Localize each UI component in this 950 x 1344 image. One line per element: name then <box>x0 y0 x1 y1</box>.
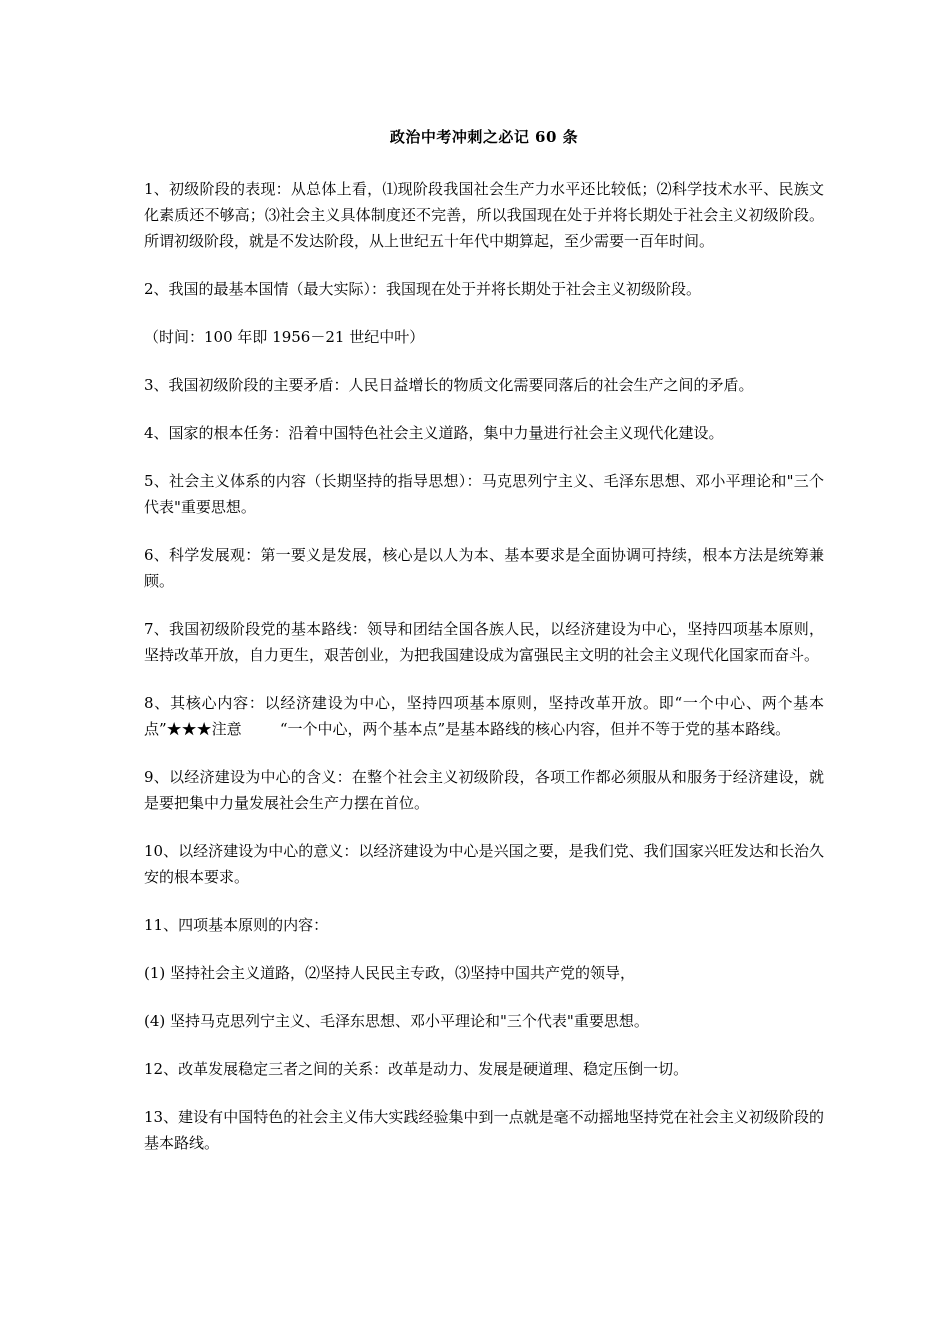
paragraph-7: 7、我国初级阶段党的基本路线：领导和团结全国各族人民，以经济建设为中心，坚持四项基本原则，坚持改革开放，自力更生，艰苦创业，为把我国建设成为富强民主文明的社会主义现代化国家而奋斗。 <box>144 620 824 664</box>
paragraph-3: 3、我国初级阶段的主要矛盾：人民日益增长的物质文化需要同落后的社会生产之间的矛盾。 <box>144 376 754 394</box>
paragraph-11-item-1: (1) 坚持社会主义道路，⑵坚持人民民主专政，⑶坚持中国共产党的领导， <box>144 964 636 982</box>
paragraph-11: 11、四项基本原则的内容： <box>144 916 329 934</box>
paragraph-8: 8、其核心内容：以经济建设为中心，坚持四项基本原则，坚持改革开放。即“一个中心、两个基本点”★★★注意 “一个中心，两个基本点”是基本路线的核心内容，但并不等于党的基本路线。 <box>144 694 824 738</box>
paragraph-time-note: （时间：100 年即 1956－21 世纪中叶） <box>144 328 425 346</box>
paragraph-9: 9、以经济建设为中心的含义：在整个社会主义初级阶段，各项工作都必须服从和服务于经济建设，就是要把集中力量发展社会生产力摆在首位。 <box>144 768 824 812</box>
paragraph-12: 12、改革发展稳定三者之间的关系：改革是动力、发展是硬道理、稳定压倒一切。 <box>144 1060 689 1078</box>
paragraph-10: 10、以经济建设为中心的意义：以经济建设为中心是兴国之要，是我们党、我们国家兴旺发达和长治久安的根本要求。 <box>144 842 824 886</box>
paragraph-11-item-4: (4) 坚持马克思列宁主义、毛泽东思想、邓小平理论和"三个代表"重要思想。 <box>144 1012 649 1030</box>
paragraph-4: 4、国家的根本任务：沿着中国特色社会主义道路，集中力量进行社会主义现代化建设。 <box>144 424 724 442</box>
paragraph-2: 2、我国的最基本国情（最大实际）：我国现在处于并将长期处于社会主义初级阶段。 <box>144 280 702 298</box>
paragraph-1: 1、初级阶段的表现：从总体上看，⑴现阶段我国社会生产力水平还比较低；⑵科学技术水平、民族文化素质还不够高；⑶社会主义具体制度还不完善，所以我国现在处于并将长期处于社会主义初级阶段。所谓初级阶段，就是不发达阶段，从上世纪五十年代中期算起，至少需要一百年时间。 <box>144 180 824 250</box>
paragraph-13: 13、建设有中国特色的社会主义伟大实践经验集中到一点就是毫不动摇地坚持党在社会主义初级阶段的基本路线。 <box>144 1108 824 1152</box>
paragraph-list <box>144 176 824 1156</box>
document-page <box>144 126 824 1178</box>
paragraph-6: 6、科学发展观：第一要义是发展，核心是以人为本、基本要求是全面协调可持续，根本方法是统筹兼顾。 <box>144 546 824 590</box>
paragraph-5: 5、社会主义体系的内容（长期坚持的指导思想）：马克思列宁主义、毛泽东思想、邓小平理论和"三个代表"重要思想。 <box>144 472 824 516</box>
document-title: 政治中考冲刺之必记 60 条 <box>389 128 579 146</box>
